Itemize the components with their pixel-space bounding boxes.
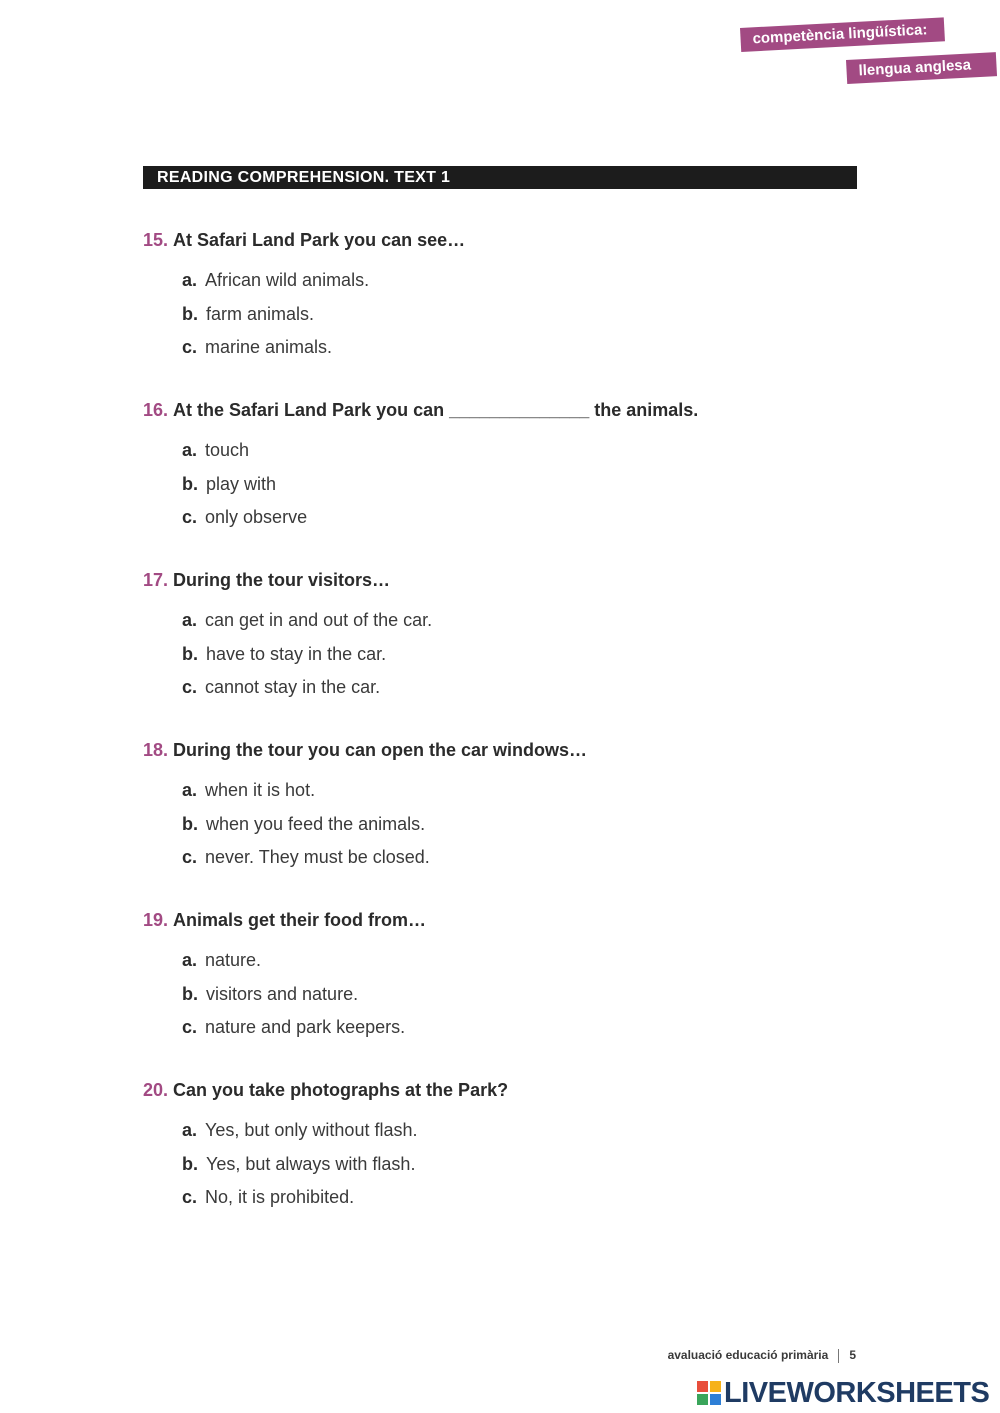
question-heading bbox=[143, 568, 863, 592]
option-letter: c. bbox=[182, 1187, 198, 1208]
answer-option[interactable] bbox=[182, 1114, 863, 1148]
option-text: nature. bbox=[205, 950, 262, 970]
footer-text: avaluació educació primària bbox=[667, 1348, 829, 1362]
footer-divider bbox=[838, 1349, 839, 1363]
option-text: Yes, but always with flash. bbox=[206, 1153, 416, 1174]
option-letter: b. bbox=[182, 643, 198, 664]
option-letter: b. bbox=[182, 473, 198, 494]
question-17 bbox=[143, 568, 863, 705]
option-text: play with bbox=[206, 473, 277, 494]
option-letter: a. bbox=[182, 270, 198, 290]
answer-option[interactable] bbox=[182, 638, 863, 672]
option-text: farm animals. bbox=[206, 303, 315, 324]
option-text: when you feed the animals. bbox=[206, 813, 426, 834]
option-text: visitors and nature. bbox=[206, 983, 359, 1004]
answer-options bbox=[143, 774, 863, 875]
answer-option[interactable] bbox=[182, 298, 863, 332]
question-heading bbox=[143, 228, 863, 252]
liveworksheets-watermark bbox=[697, 1378, 989, 1408]
question-number: 17. bbox=[143, 570, 169, 590]
logo-square-green bbox=[697, 1394, 708, 1405]
competence-tag: competència lingüística: bbox=[740, 17, 945, 52]
option-letter: a. bbox=[182, 780, 198, 800]
question-text: At the Safari Land Park you can ______________ the animals. bbox=[173, 400, 699, 420]
question-heading bbox=[143, 1078, 863, 1102]
question-text: At Safari Land Park you can see… bbox=[173, 230, 466, 250]
option-letter: b. bbox=[182, 983, 198, 1004]
section-title-bar: READING COMPREHENSION. TEXT 1 bbox=[143, 166, 857, 189]
option-text: No, it is prohibited. bbox=[205, 1187, 355, 1208]
option-letter: c. bbox=[182, 847, 198, 868]
option-letter: c. bbox=[182, 507, 198, 528]
answer-options bbox=[143, 604, 863, 705]
answer-option[interactable] bbox=[182, 331, 863, 365]
option-letter: c. bbox=[182, 677, 198, 698]
option-letter: a. bbox=[182, 1120, 198, 1140]
question-18 bbox=[143, 738, 863, 875]
liveworksheets-logo-icon bbox=[697, 1381, 721, 1405]
option-text: can get in and out of the car. bbox=[205, 610, 433, 630]
option-text: never. They must be closed. bbox=[205, 847, 430, 868]
language-tag: llengua anglesa bbox=[846, 52, 997, 84]
option-text: nature and park keepers. bbox=[205, 1017, 406, 1038]
answer-option[interactable] bbox=[182, 434, 863, 468]
question-number: 15. bbox=[143, 230, 169, 250]
option-text: when it is hot. bbox=[205, 780, 316, 800]
question-text: Can you take photographs at the Park? bbox=[173, 1080, 509, 1100]
answer-option[interactable] bbox=[182, 774, 863, 808]
question-text: Animals get their food from… bbox=[173, 910, 427, 930]
answer-option[interactable] bbox=[182, 978, 863, 1012]
option-letter: b. bbox=[182, 303, 198, 324]
page-number: 5 bbox=[849, 1348, 856, 1362]
option-letter: b. bbox=[182, 1153, 198, 1174]
answer-options bbox=[143, 264, 863, 365]
answer-option[interactable] bbox=[182, 1148, 863, 1182]
option-letter: a. bbox=[182, 950, 198, 970]
question-heading bbox=[143, 398, 863, 422]
logo-square-red bbox=[697, 1381, 708, 1392]
answer-option[interactable] bbox=[182, 808, 863, 842]
option-letter: a. bbox=[182, 440, 198, 460]
answer-option[interactable] bbox=[182, 264, 863, 298]
answer-option[interactable] bbox=[182, 1011, 863, 1045]
answer-options bbox=[143, 434, 863, 535]
question-heading bbox=[143, 908, 863, 932]
question-20 bbox=[143, 1078, 863, 1215]
question-text: During the tour visitors… bbox=[173, 570, 391, 590]
option-text: marine animals. bbox=[205, 337, 333, 358]
answer-option[interactable] bbox=[182, 944, 863, 978]
answer-option[interactable] bbox=[182, 671, 863, 705]
answer-options bbox=[143, 944, 863, 1045]
logo-square-yellow bbox=[710, 1381, 721, 1392]
question-15 bbox=[143, 228, 863, 365]
answer-option[interactable] bbox=[182, 501, 863, 535]
answer-option[interactable] bbox=[182, 841, 863, 875]
question-text: During the tour you can open the car windows… bbox=[173, 740, 588, 760]
watermark-text: LIVEWORKSHEETS bbox=[724, 1376, 990, 1409]
option-letter: b. bbox=[182, 813, 198, 834]
question-number: 20. bbox=[143, 1080, 169, 1100]
answer-option[interactable] bbox=[182, 468, 863, 502]
answer-option[interactable] bbox=[182, 604, 863, 638]
question-number: 16. bbox=[143, 400, 169, 420]
answer-options bbox=[143, 1114, 863, 1215]
option-text: cannot stay in the car. bbox=[205, 677, 381, 698]
option-text: African wild animals. bbox=[205, 270, 370, 290]
option-text: have to stay in the car. bbox=[206, 643, 387, 664]
option-text: Yes, but only without flash. bbox=[205, 1120, 418, 1140]
page-footer bbox=[668, 1348, 856, 1363]
question-heading bbox=[143, 738, 863, 762]
logo-square-blue bbox=[710, 1394, 721, 1405]
option-letter: c. bbox=[182, 1017, 198, 1038]
question-number: 18. bbox=[143, 740, 169, 760]
answer-option[interactable] bbox=[182, 1181, 863, 1215]
option-text: touch bbox=[205, 440, 250, 460]
option-text: only observe bbox=[205, 507, 308, 528]
question-19 bbox=[143, 908, 863, 1045]
option-letter: a. bbox=[182, 610, 198, 630]
question-number: 19. bbox=[143, 910, 169, 930]
question-16 bbox=[143, 398, 863, 535]
option-letter: c. bbox=[182, 337, 198, 358]
